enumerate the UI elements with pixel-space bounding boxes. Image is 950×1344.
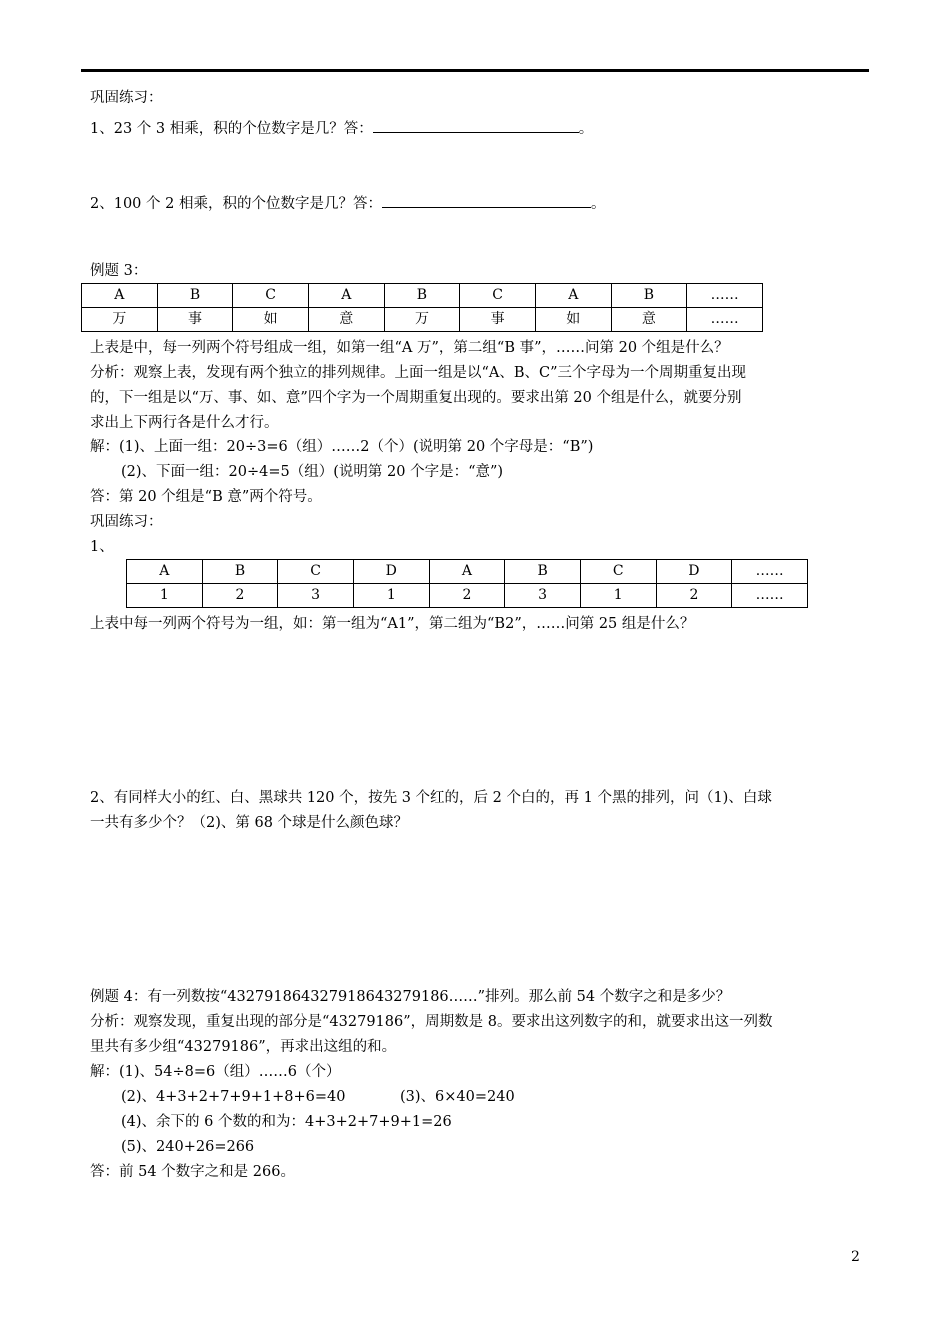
table-cell: 2 (656, 584, 732, 608)
table-row (82, 284, 763, 308)
example-3-solution: (2)、下面一组：20÷4=5（组）(说明第 20 个字是：“意”) (121, 464, 504, 480)
example-4-solution: 解：(1)、54÷8=6（组）……6（个） (90, 1064, 341, 1080)
practice-2-number: 1、 (90, 539, 114, 555)
practice-heading-1: 巩固练习： (90, 90, 163, 106)
practice-heading-2: 巩固练习： (90, 514, 163, 530)
table-row (127, 584, 808, 608)
example-3-analysis: 分析：观察上表，发现有两个独立的排列规律。上面一组是以“A、B、C”三个字母为一个周期重复出现 (90, 365, 747, 381)
example-3-answer: 答：第 20 个组是“B 意”两个符号。 (90, 489, 322, 505)
table-cell: …… (732, 560, 808, 584)
example-4-title: 例题 4：有一列数按“432791864327918643279186……”排列。那么前 54 个数字之和是多少？ (90, 989, 731, 1005)
practice-question-1 (90, 118, 593, 139)
table-cell: C (278, 560, 354, 584)
table-cell: 3 (278, 584, 354, 608)
example-3-analysis: 求出上下两行各是什么才行。 (90, 415, 279, 431)
page-number: 2 (851, 1249, 860, 1265)
table-cell: A (308, 284, 384, 308)
table-cell: 如 (535, 308, 611, 332)
table-cell: C (580, 560, 656, 584)
period: 。 (590, 196, 606, 212)
practice-2-question-1: 上表中每一列两个符号为一组，如：第一组为“A1”，第二组为“B2”，……问第 25 组是什么？ (90, 616, 695, 632)
table-cell: A (535, 284, 611, 308)
example-4-analysis: 分析：观察发现，重复出现的部分是“43279186”，周期数是 8。要求出这列数字的和，就要求出这一列数 (90, 1014, 773, 1030)
table-cell: C (460, 284, 536, 308)
table-cell: …… (687, 284, 763, 308)
table-cell: 万 (384, 308, 460, 332)
question-text: 2、100 个 2 相乘，积的个位数字是几？答： (90, 196, 382, 212)
table-cell: 1 (127, 584, 203, 608)
header-rule (81, 69, 869, 72)
example-3-table (81, 283, 763, 332)
example-3-question: 上表是中，每一列两个符号组成一组，如第一组“A 万”，第二组“B 事”，……问第 20 个组是什么？ (90, 340, 729, 356)
example-4-solution: (2)、4+3+2+7+9+1+8+6=40 (121, 1089, 346, 1105)
example-4-solution: (3)、6×40=240 (400, 1089, 515, 1105)
example-4-analysis: 里共有多少组“43279186”，再求出这组的和。 (90, 1039, 397, 1055)
table-cell: 意 (611, 308, 687, 332)
table-cell: B (157, 284, 233, 308)
table-cell: 万 (82, 308, 158, 332)
practice-2-question-2: 2、有同样大小的红、白、黑球共 120 个，按先 3 个红的，后 2 个白的，再 1 个黑的排列，问（1)、白球 (90, 790, 772, 806)
table-cell: 1 (580, 584, 656, 608)
answer-blank[interactable] (373, 118, 579, 133)
table-cell: 1 (353, 584, 429, 608)
practice-question-2 (90, 193, 605, 214)
table-cell: A (82, 284, 158, 308)
example-3-title: 例题 3： (90, 263, 148, 279)
table-cell: …… (732, 584, 808, 608)
table-cell: 如 (233, 308, 309, 332)
example-3-solution: 解：(1)、上面一组：20÷3=6（组）……2（个）(说明第 20 个字母是：“B”) (90, 439, 594, 455)
table-cell: A (429, 560, 505, 584)
table-cell: …… (687, 308, 763, 332)
example-3-analysis: 的，下一组是以“万、事、如、意”四个字为一个周期重复出现的。要求出第 20 个组是什么，就要分别 (90, 390, 742, 406)
table-cell: B (611, 284, 687, 308)
example-4-solution: (4)、余下的 6 个数的和为：4+3+2+7+9+1=26 (121, 1114, 452, 1130)
table-cell: B (202, 560, 278, 584)
practice-2-question-2: 一共有多少个？（2)、第 68 个球是什么颜色球？ (90, 815, 409, 831)
question-text: 1、23 个 3 相乘，积的个位数字是几？答： (90, 121, 373, 137)
table-cell: D (353, 560, 429, 584)
answer-blank[interactable] (382, 193, 591, 208)
table-cell: B (384, 284, 460, 308)
table-row (127, 560, 808, 584)
table-cell: 事 (157, 308, 233, 332)
example-4-solution: (5)、240+26=266 (121, 1139, 255, 1155)
example-4-answer: 答：前 54 个数字之和是 266。 (90, 1164, 295, 1180)
period: 。 (578, 121, 594, 137)
table-cell: A (127, 560, 203, 584)
table-cell: 事 (460, 308, 536, 332)
table-cell: B (505, 560, 581, 584)
table-cell: D (656, 560, 732, 584)
table-cell: 2 (202, 584, 278, 608)
table-row (82, 308, 763, 332)
table-cell: 3 (505, 584, 581, 608)
practice-2-table (126, 559, 808, 608)
table-cell: 2 (429, 584, 505, 608)
table-cell: C (233, 284, 309, 308)
table-cell: 意 (308, 308, 384, 332)
